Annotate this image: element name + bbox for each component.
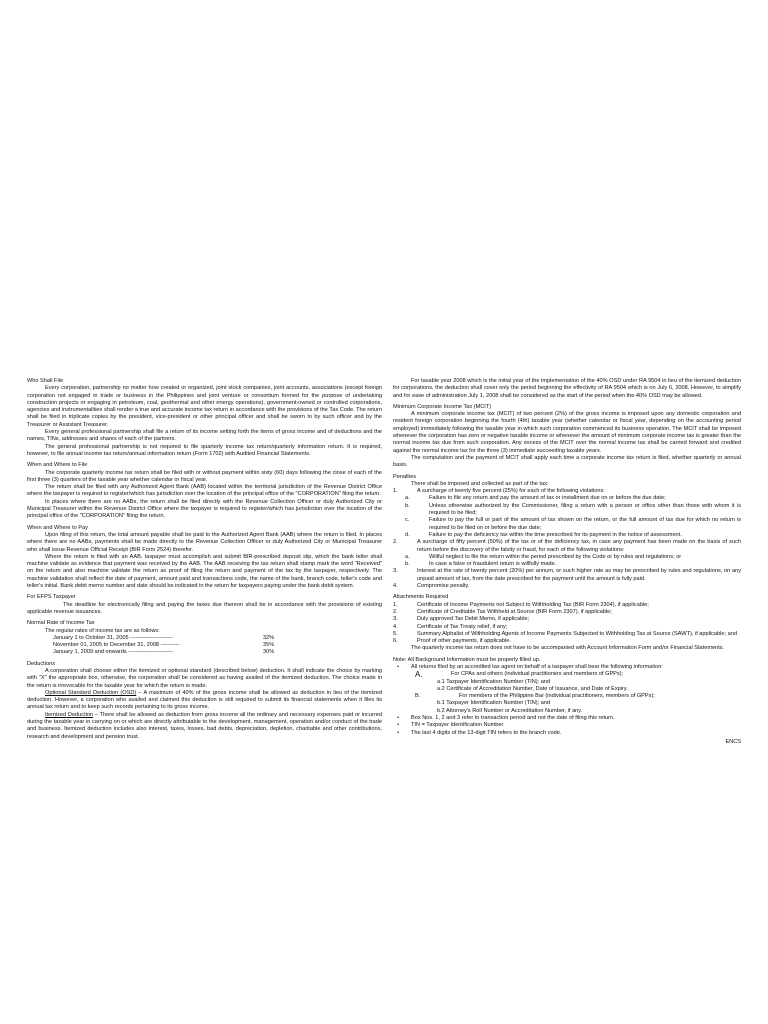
efps-p1: The deadline for electronically filing and paying the taxes due thereon shall be in accordance with the provisions of existing applicable revenue issuances. bbox=[27, 601, 382, 615]
list-item: 4. Certificate of Tax Treaty relief, if any; bbox=[393, 623, 508, 630]
when-file-heading: When and Where to File bbox=[27, 462, 88, 469]
list-item: b.1 Taxpayer Identification Number (TIN); and bbox=[437, 700, 551, 707]
list-item: 2. A surcharge of fifty percent (50%) of the tax or of the deficiency tax, in case any payment has been made on the basis of such return before the discovery of the falsity or fraud, for each of the following violations: bbox=[393, 539, 741, 553]
list-item: 2. Certificate of Creditable Tax Withheld at Source (BIR Form 2307), if applicable; bbox=[393, 608, 612, 615]
rate-row: January 1 to October 31, 2005 ----------------------- 32% bbox=[53, 634, 275, 641]
list-item: • The last 4 digits of the 13-digit TIN refers to the branch code. bbox=[397, 729, 562, 736]
list-item: B. For members of the Philippine Bar (individual practitioners, members of GPPs); bbox=[415, 693, 655, 700]
who-shall-file-p2: Every general professional partnership shall file a return of its income setting forth the items of gross income and of deductions and the names, TINs, addresses and shares of each of the partners. bbox=[27, 429, 382, 443]
list-item: a.1 Taxpayer Identification Number (TIN); and bbox=[437, 678, 551, 685]
penalties-heading: Penalties bbox=[393, 473, 417, 480]
penalties-intro: There shall be imposed and collected as part of the tax: bbox=[411, 480, 549, 487]
rate-row: January 1, 2009 and onwards ------------------------ 30% bbox=[53, 649, 275, 656]
right-column bbox=[393, 378, 741, 746]
when-file-p3: In places where there are no AABs, the return shall be filed directly with the Revenue Collection Officer or duly Authorized City or Municipal Treasurer within the Revenue District Office where the taxpayer is required to register/which has jurisdiction over the location of the principal office of the "CORPORATION" filing the return. bbox=[27, 498, 382, 520]
list-item: A. For CPAs and others (individual practitioners and members of GPPs); bbox=[415, 670, 624, 680]
attachments-note: The quarterly income tax return does not have to be accompanied with Account Information Form and/or Financial Statements. bbox=[411, 645, 725, 652]
attachments-heading: Attachments Required bbox=[393, 594, 449, 601]
left-column bbox=[27, 378, 382, 741]
normal-rate-heading: Normal Rate of Income Tax bbox=[27, 620, 95, 627]
when-pay-heading: When and Where to Pay bbox=[27, 524, 88, 531]
list-item: 3. Interest at the rate of twenty percent (20%) per annum, or such higher rate as may be prescribed by rules and regulations, on any unpaid amount of tax, from the date prescribed for the payment until the amount is fully paid. bbox=[393, 568, 741, 582]
when-file-p1: The corporate quarterly income tax return shall be filed with or without payment within sixty (60) days following the close of each of the first three (3) quarters of the taxable year whether calendar or fiscal year. bbox=[27, 469, 382, 483]
mcit-p1: A minimum corporate income tax (MCIT) of two percent (2%) of the gross income is imposed upon any domestic corporation and resident foreign corporation beginning the fourth (4th) taxable year (whether calendar or fiscal year, depending on the accounting period employed) immediately following the taxable year in which such corporation commenced its business operation. The MCIT shall be imposed whenever the corporation has zero or negative taxable income or whenever the amount of minimum corporate income tax is greater than the normal income tax due from such corporation. Any excess of the MCIT over the normal income tax shall be carried forward and credited against the normal income tax for the three (3) immediate succeeding taxable years. bbox=[393, 411, 741, 454]
list-item: b.2 Attorney's Roll Number or Accreditation Number, if any. bbox=[437, 707, 583, 714]
normal-rate-intro: The regular rates of income tax are as follows: bbox=[45, 627, 160, 634]
list-item: b. In case a false or fraudulent return is willfully made. bbox=[405, 561, 557, 568]
mcit-heading: Minimum Corporate Income Tax (MCIT) bbox=[393, 403, 492, 410]
list-item: 5. Summary Alphalist of Withholding Agents of Income Payments Subjected to Withholding Tax at Source (SAWT), if applicable; and bbox=[393, 630, 737, 637]
list-item: a.2 Certificate of Accreditation Number, Date of Issuance, and Date of Expiry. bbox=[437, 685, 628, 692]
who-shall-file-p1: Every corporation, partnership no matter how created or organized, joint stock companies, joint accounts, associations (except foreign corporation not engaged in trade or business in the Philippines and joint venture or consortium formed for the purpose of undertaking construction projects or engaging in petroleum, coal, geothermal and other energy operations), government-owned or controlled corporations, agencies and instrumentalities shall render a true and accurate income tax return in accordance with the provisions of the Tax Code. The return shall be filed in triplicate copies by the president, vice-president or other principal officer and shall be sworn to by such officer and by the Treasurer or Assistant Treasurer. bbox=[27, 385, 382, 428]
list-item: 1. Certificate of Income Payments not Subject to Withholding Tax (BIR Form 2304), if applicable; bbox=[393, 601, 649, 608]
deductions-heading: Deductions bbox=[27, 660, 55, 667]
when-file-p2: The return shall be filed with any Authorized Agent Bank (AAB) located within the territorial jurisdiction of the Revenue District Office where the taxpayer is required to register/which has jurisdiction over the location of the principal office of the "CORPORATION" filing the return. bbox=[27, 484, 382, 498]
who-shall-file-heading: Who Shall File bbox=[27, 378, 64, 384]
mcit-p2: The computation and the payment of MCIT shall apply each time a corporate income tax return is filed, whether quarterly or annual basis. bbox=[393, 454, 741, 469]
osd-note: For taxable year 2008 which is the initial year of the implementation of the 40% OSD under RA 9504 in lieu of the itemized deduction for corporations, the deduction shall cover only the period beginning the effectivity of RA 9504 which is on July 6, 2008. However, to simplify and for ease of administration July 1, 2008 shall be considered as the start of the period when the 40% OSD may be allowed. bbox=[393, 378, 741, 399]
page-footer-code: ENCS bbox=[725, 738, 741, 745]
rate-row: November 01, 2005 to December 31, 2008 ---------- 35% bbox=[53, 642, 275, 649]
list-item: a. Failure to file any return and pay the amount of tax or installment due on or before the due date; bbox=[405, 495, 666, 502]
penalty-list bbox=[393, 488, 741, 590]
list-item: 1. A surcharge of twenty five percent (25%) for each of the following violations: bbox=[393, 488, 605, 495]
list-item: • Box Nos. 1, 2 and 3 refer to transaction period and not the date of filing this return. bbox=[397, 715, 615, 722]
itemized-label: Itemized Deduction bbox=[45, 711, 94, 718]
list-item: • TIN = Taxpayer Identification Number bbox=[397, 722, 504, 729]
list-item: b. Unless otherwise authorized by the Commissioner, filing a return with a person or office other than those with whom it is required to be filed; bbox=[405, 502, 741, 517]
list-item: 6. Proof of other payments, if applicable. bbox=[393, 638, 511, 645]
who-shall-file-p3: The general professional partnership is not required to file quarterly income tax return/quarterly information return. It is required, however, to file annual income tax return/annual information return (Form 1702) with Audited Financial Statements. bbox=[27, 443, 382, 457]
osd-label: Optional Standard Deduction (OSD) bbox=[45, 689, 137, 696]
list-item: d. Failure to pay the deficiency tax within the time prescribed for its payment in the notice of assessment. bbox=[405, 531, 682, 538]
list-item: c. Failure to pay the full or part of the amount of tax shown on the return, or the full amount of tax due for which no return is required to be filed on or before the due date; bbox=[405, 517, 741, 531]
list-item: 4. Compromise penalty. bbox=[393, 583, 470, 590]
when-pay-p2: Where the return is filed with an AAB, taxpayer must accomplish and submit BIR-prescribed deposit slip, which the bank teller shall machine validate as evidence that payment was received by the AAB. The AAB receiving the tax return shall stamp mark the word "Received" on the return and also machine validate the return as proof of filing the return and payment of the tax by the taxpayer, respectively. The machine validation shall reflect the date of payment, amount paid and transactions code, the name of the bank, branch code, teller's code and teller's initial. Bank debit memo number and date should be indicated in the return for taxpayers paying under the bank debit system. bbox=[27, 553, 382, 590]
list-item: 3. Duly approved Tax Debit Memo, if applicable; bbox=[393, 616, 530, 623]
when-pay-p1: Upon filing of this return, the total amount payable shall be paid to the Authorized Agent Bank (AAB) where the return is filed. In places where there are no AABs, payments shall be made directly to the Revenue Collection Officer or duly Authorized City or Municipal Treasurer who shall issue Revenue Official Receipt (BIR Form 2524) therefor. bbox=[27, 531, 382, 553]
list-item: a. Willful neglect to file the return within the period prescribed by the Code or by rules and regulations; or bbox=[405, 553, 682, 560]
list-item: • All returns filed by an accredited tax agent on behalf of a taxpayer shall bear the following information: bbox=[397, 663, 663, 670]
deductions-p1: A corporation shall choose either the itemized or optional standard (described below) deduction. It shall indicate the choice by marking with "X" the appropriate box, otherwise, the corporation shall be considered as having availed of the itemized deduction. The choice made in the return is irrevocable for the taxable year for which the return is made. bbox=[27, 667, 382, 689]
osd-paragraph: Optional Standard Deduction (OSD) – A maximum of 40% of the gross income shall be allowed as deduction in lieu of the itemized deduction. However, a corporation who availed and claimed this deduction is still required to submit its financial statements when it files its annual tax return and to keep such records pertaining to its gross income. bbox=[27, 689, 382, 711]
itemized-paragraph: Itemized Deduction – There shall be allowed as deduction from gross income all the ordinary and necessary expenses paid or incurred during the taxable year in carrying on or which are directly attributable to the development, management, operation and/or conduct of the trade and business. Itemized deduction includes also interest, taxes, losses, bad debts, depreciation, depletion, charitable and other contributions, research and development and pension trust. bbox=[27, 711, 382, 740]
notes-heading: Note: All Background Information must be properly filled up. bbox=[393, 656, 541, 663]
efps-heading: For EFPS Taxpayer bbox=[27, 594, 76, 601]
attachment-list bbox=[393, 602, 741, 646]
